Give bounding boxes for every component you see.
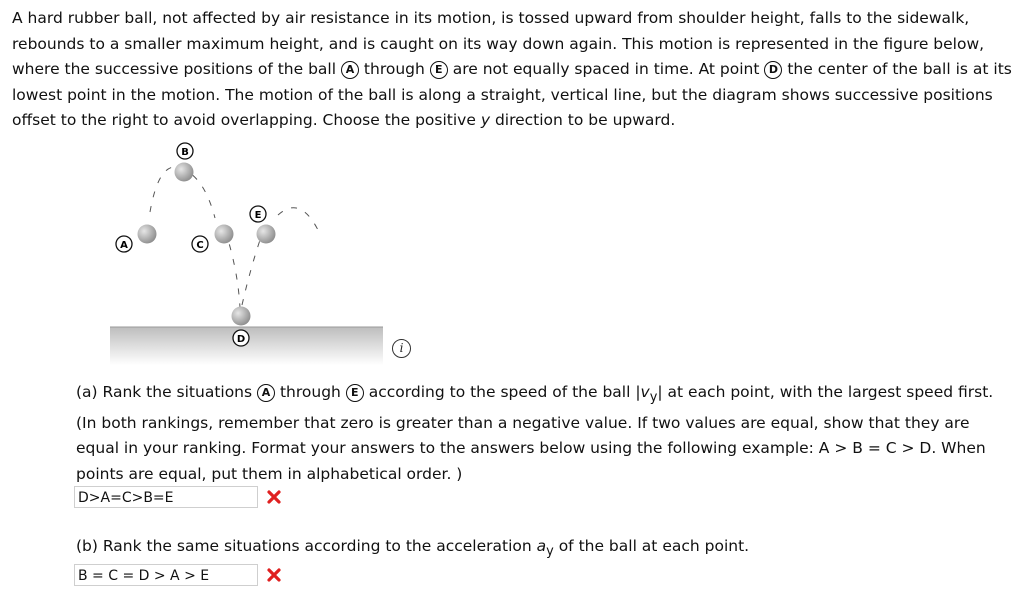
ball-a: [138, 225, 157, 244]
answer-input-b[interactable]: B = C = D > A > E: [74, 564, 258, 586]
wrong-mark-icon: [266, 489, 282, 505]
point-e-label: E: [430, 61, 448, 79]
qa-point-e-label: E: [346, 384, 364, 402]
answer-input-a[interactable]: D>A=C>B=E: [74, 486, 258, 508]
qa-point-a-label: A: [257, 384, 275, 402]
svg-text:B: B: [181, 147, 189, 158]
svg-text:C: C: [196, 240, 204, 251]
svg-text:E: E: [254, 210, 262, 221]
ball-e: [257, 225, 276, 244]
label-e: [250, 206, 266, 222]
label-d: [233, 330, 249, 346]
label-a: [116, 236, 132, 252]
ball-c: [215, 225, 234, 244]
ball-motion-figure: [100, 140, 420, 365]
question-a: (a) Rank the situations A through E according to the speed of the ball $|v_y|$ at each point, with the largest speed first. (In both rankings, remember that zero is greater than a negative value. If two values are equal, show that they are equal in your ranking. Format your answers to the answers below using the following example: A > B = C > D. When points are equal, put them in alphabetical order. ): [76, 383, 994, 483]
trajectory-rise: [242, 240, 260, 305]
ball-b: [175, 163, 194, 182]
svg-text:A: A: [120, 240, 128, 251]
problem-statement: A hard rubber ball, not affected by air resistance in its motion, is tossed upward from shoulder height, falls to the sidewalk, rebounds to a smaller maximum height, and is caught on its way down again. This motion is represented in the figure below, where the successive positions of the ball A through E are not equally spaced in time. At point D the center of the ball is at its lowest point in the motion. The motion of the ball is along a straight, vertical line, but the diagram shows successive positions offset to the right to avoid overlapping. Choose the positive y direction to be upward.: [12, 9, 1012, 129]
wrong-mark-icon: [266, 567, 282, 583]
point-d-label: D: [764, 61, 782, 79]
trajectory-second-arc: [278, 208, 318, 230]
svg-text:D: D: [236, 334, 246, 345]
label-b: [177, 143, 193, 159]
label-c: [192, 236, 208, 252]
point-a-label: A: [341, 61, 359, 79]
ball-d: [232, 307, 251, 326]
info-icon[interactable]: i: [392, 339, 411, 358]
question-b: (b) Rank the same situations according to the acceleration $a_y$ of the ball at each point.: [76, 537, 750, 560]
